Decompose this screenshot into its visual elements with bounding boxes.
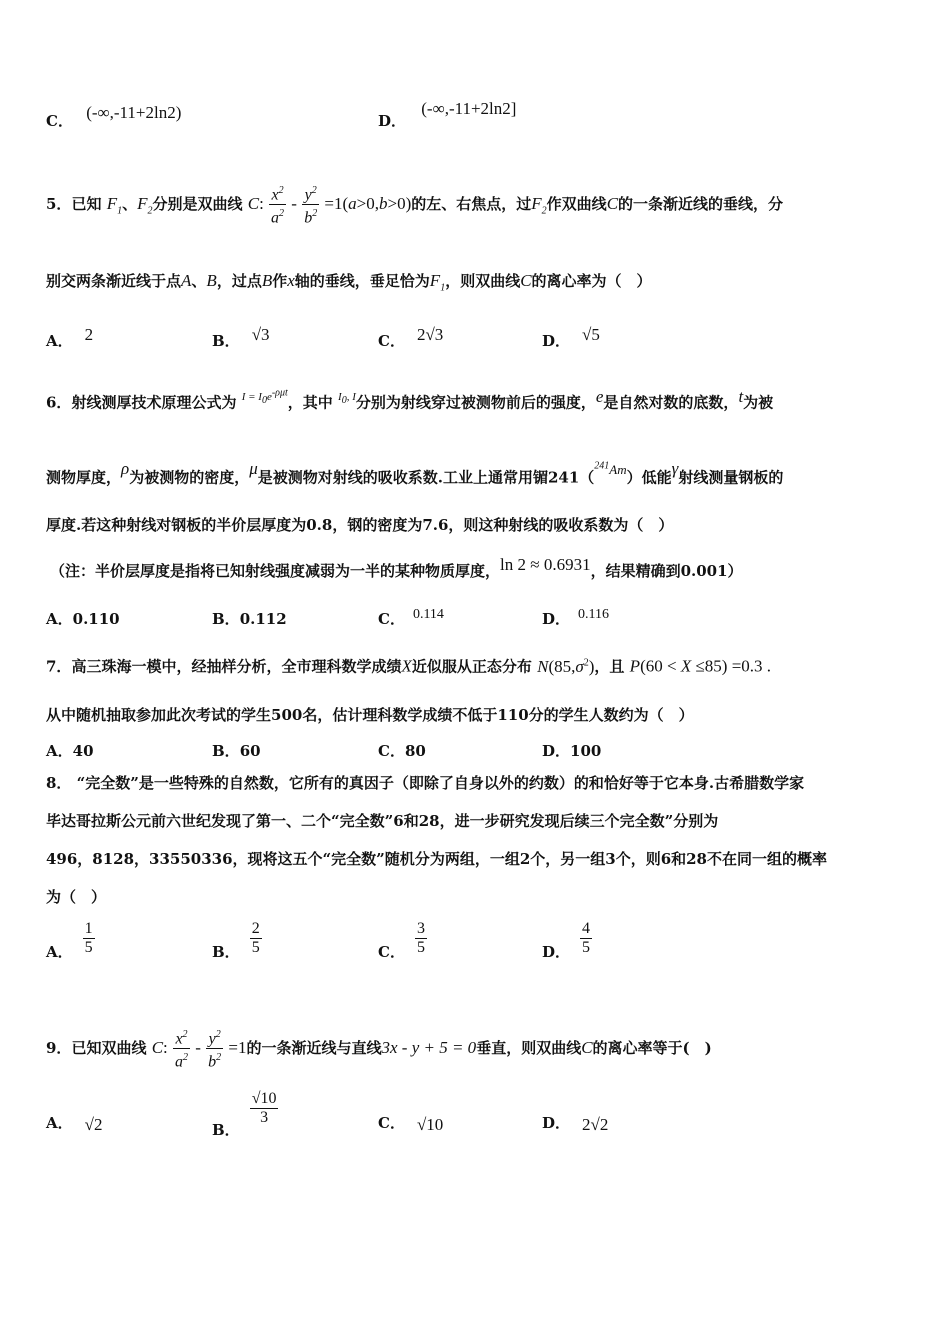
option-label: D．	[542, 1114, 571, 1132]
q4-option-d	[378, 99, 517, 131]
option-value: 0.116	[578, 607, 609, 622]
option-label: C．	[378, 742, 405, 760]
q9-option-a	[46, 1112, 102, 1133]
q7-option-a	[46, 740, 94, 761]
q9-text: 的离心率等于( )	[592, 1038, 712, 1057]
q9-text: 的一条渐近线与直线	[246, 1038, 382, 1057]
q7-text: 高三珠海一模中，经抽样分析，全市理科数学成绩	[71, 657, 402, 676]
option-label: B．	[212, 332, 240, 350]
option-label: A．	[46, 332, 73, 350]
q7-option-c	[378, 740, 426, 761]
q6-text: 是被测物对射线的吸收系数.工业上通常用镅241（	[257, 468, 595, 487]
option-label: C．	[378, 1114, 405, 1132]
q6-option-a	[46, 608, 120, 629]
option-value: 100	[570, 742, 602, 760]
q6-text: ，其中	[287, 393, 333, 412]
q7-text: 近似服从正态分布	[411, 657, 532, 676]
option-label: B．	[212, 742, 240, 760]
fraction-denominator: 5	[582, 939, 591, 956]
q8-option-c	[378, 920, 427, 961]
q6-line2: 测物厚度，ρ为被测物的密度，μ是被测物对射线的吸收系数.工业上通常用镅241（$^{241}$Am）低能γ射线测量钢板的	[46, 459, 784, 487]
q8-text: “完全数”是一些特殊的自然数，它所有的真因子（即除了自身以外的约数）的和恰好等于它本身.古希腊数学家	[76, 774, 805, 792]
option-label: D．	[542, 742, 571, 760]
option-value: 80	[404, 742, 426, 760]
option-label: A．	[46, 1114, 73, 1132]
q7-line1: 7．高三珠海一模中，经抽样分析，全市理科数学成绩X近似服从正态分布 $N(85,\sigma^2)$，且 P(60 < X ≤85) =0.3 .	[46, 656, 772, 676]
q9-text: 垂直，则双曲线	[476, 1038, 582, 1057]
q7-text: ，且	[594, 657, 625, 676]
q6-text: 为被测物的密度，	[129, 468, 250, 487]
q9-number: 9．	[46, 1038, 72, 1057]
q4-option-c-label: C．	[46, 112, 73, 130]
fraction-denominator: 5	[84, 939, 93, 956]
q9-text: 已知双曲线	[71, 1038, 147, 1057]
q5-text: 的离心率为（ ）	[531, 272, 652, 290]
q6-line3	[46, 514, 673, 536]
option-value: √3	[251, 325, 270, 344]
q6-option-c	[378, 608, 444, 629]
option-label: A．	[46, 942, 73, 961]
q6-line1: 6．射线测厚技术原理公式为 $^{I = I_0e^{-\rho\mu t}}$，其中 $^{I_0, I}$分别为射线穿过被测物前后的强度，e是自然对数的底数，t为被	[46, 386, 774, 412]
option-value: √10	[416, 1115, 444, 1134]
option-label: B．	[212, 610, 240, 628]
q6-text: 为被	[743, 393, 774, 412]
q6-number: 6．	[46, 393, 72, 412]
option-value: 2√2	[582, 1115, 609, 1134]
fraction-numerator: 1	[84, 920, 93, 937]
q5-text: 轴的垂线，垂足恰为	[294, 272, 430, 290]
q8-text: 毕达哥拉斯公元前六世纪发现了第一、二个“完全数”6和28，进一步研究发现后续三个完全数”分别为	[46, 812, 719, 830]
option-value: 0.112	[239, 610, 287, 628]
q5-text: 别交两条渐近线于点	[46, 272, 182, 290]
q6-note-text: （注：半价层厚度是指将已知射线强度减弱为一半的某种物质厚度，	[50, 562, 501, 580]
q5-text: 的一条渐近线的垂线，分	[618, 194, 784, 213]
fraction-numerator: √10	[251, 1090, 277, 1107]
q4-option-d-value: (-∞,-11+2ln2]	[421, 99, 517, 118]
q5-text: ，过点	[216, 272, 262, 290]
q7-number: 7．	[46, 657, 72, 676]
q8-option-a	[46, 920, 95, 961]
option-value: 2√3	[416, 325, 444, 344]
q5-text: 的左、右焦点，过	[411, 194, 532, 213]
option-label: D．	[542, 942, 571, 961]
q6-option-b	[212, 608, 287, 629]
q6-note-text: ，结果精确到0.001）	[590, 562, 743, 580]
q5-option-a	[46, 325, 94, 351]
fraction-denominator: 3	[260, 1109, 269, 1126]
option-value: 60	[239, 742, 261, 760]
q7-option-d	[542, 740, 601, 761]
fraction-numerator: 3	[416, 920, 425, 937]
q7-option-b	[212, 740, 261, 761]
q8-line2	[46, 810, 718, 832]
q5-text: 作	[272, 272, 288, 290]
q6-note	[50, 555, 743, 582]
q5-text: 作双曲线	[546, 194, 607, 213]
q6-text: 分别为射线穿过被测物前后的强度，	[355, 393, 596, 412]
q8-line1	[46, 772, 804, 794]
q9-option-c	[378, 1112, 443, 1133]
q6-text: 测物厚度，	[46, 468, 122, 487]
q9-line1: 9．已知双曲线 C: $\frac{x^2}{a^2}$ - $\frac{y^2}{b^2}$ =1的一条渐近线与直线3x - y + 5 = 0垂直，则双曲线C的离心率等于( )	[46, 1026, 712, 1072]
q6-text: 射线测厚技术原理公式为	[71, 393, 237, 412]
option-value: 40	[72, 742, 94, 760]
q6-option-d	[542, 608, 609, 629]
q8-option-d	[542, 920, 592, 961]
option-value: 0.110	[72, 610, 120, 628]
option-value: 0.114	[412, 607, 444, 622]
q5-option-c	[378, 325, 444, 351]
fraction-denominator: 5	[416, 939, 425, 956]
q7-text: 从中随机抽取参加此次考试的学生500名，估计理科数学成绩不低于110分的学生人数约为（ ）	[46, 706, 694, 724]
q6-text: ）低能	[626, 468, 672, 487]
q7-line2	[46, 704, 694, 726]
q8-text: 为（ ）	[46, 888, 107, 906]
option-label: C．	[378, 942, 405, 961]
q5-number: 5．	[46, 194, 72, 213]
q4-option-c-value: (-∞,-11+2ln2)	[86, 103, 182, 122]
option-label: D．	[542, 332, 571, 350]
q8-option-b	[212, 920, 262, 961]
option-value: √2	[84, 1115, 103, 1134]
q9-option-d	[542, 1112, 608, 1133]
fraction-numerator: 4	[582, 920, 591, 937]
q4-option-c	[46, 103, 182, 131]
q5-text: 已知	[71, 194, 102, 213]
q9-option-b	[212, 1090, 278, 1139]
q6-text: 厚度.若这种射线对钢板的半价层厚度为0.8，钢的密度为7.6，则这种射线的吸收系数为（ ）	[46, 516, 674, 534]
option-label: B．	[212, 942, 240, 961]
fraction-denominator: 5	[251, 939, 260, 956]
q6-note-math: ln 2 ≈ 0.6931	[500, 555, 591, 574]
q5-option-d	[542, 325, 600, 351]
q8-line4	[46, 886, 106, 908]
q5-option-b	[212, 325, 270, 351]
option-label: A．	[46, 610, 73, 628]
q8-text: 496，8128，33550336，现将这五个“完全数”随机分为两组，一组2个，另一组3个，则6和28不在同一组的概率	[46, 850, 828, 868]
option-label: A．	[46, 742, 73, 760]
q5-line1: 5．已知 $F_1$、$F_2$分别是双曲线 C: $\frac{x^2}{a^2}$ - $\frac{y^2}{b^2}$ =1(a>0,b>0)的左、右焦点，过$F_2$作双曲线C的一条渐近线的垂线，分	[46, 182, 783, 228]
q6-text: 射线测量钢板的	[678, 468, 784, 487]
option-label: C．	[378, 610, 405, 628]
q5-line2: 别交两条渐近线于点A、B，过点B作x轴的垂线，垂足恰为$F_1$，则双曲线C的离心率为（ ）	[46, 271, 652, 294]
q9-line-equation: 3x - y + 5 = 0	[381, 1037, 477, 1057]
q5-text: 分别是双曲线	[152, 194, 243, 213]
q8-number: 8．	[46, 774, 72, 792]
q6-text: 是自然对数的底数，	[603, 393, 739, 412]
option-value: √5	[582, 325, 600, 344]
option-label: C．	[378, 332, 405, 350]
fraction-numerator: 2	[251, 920, 260, 937]
q5-text: ，则双曲线	[445, 272, 521, 290]
q4-option-d-label: D．	[378, 112, 407, 130]
option-label: D．	[542, 610, 571, 628]
q8-line3	[46, 848, 827, 870]
option-label: B．	[212, 1120, 240, 1139]
option-value: 2	[84, 325, 94, 344]
